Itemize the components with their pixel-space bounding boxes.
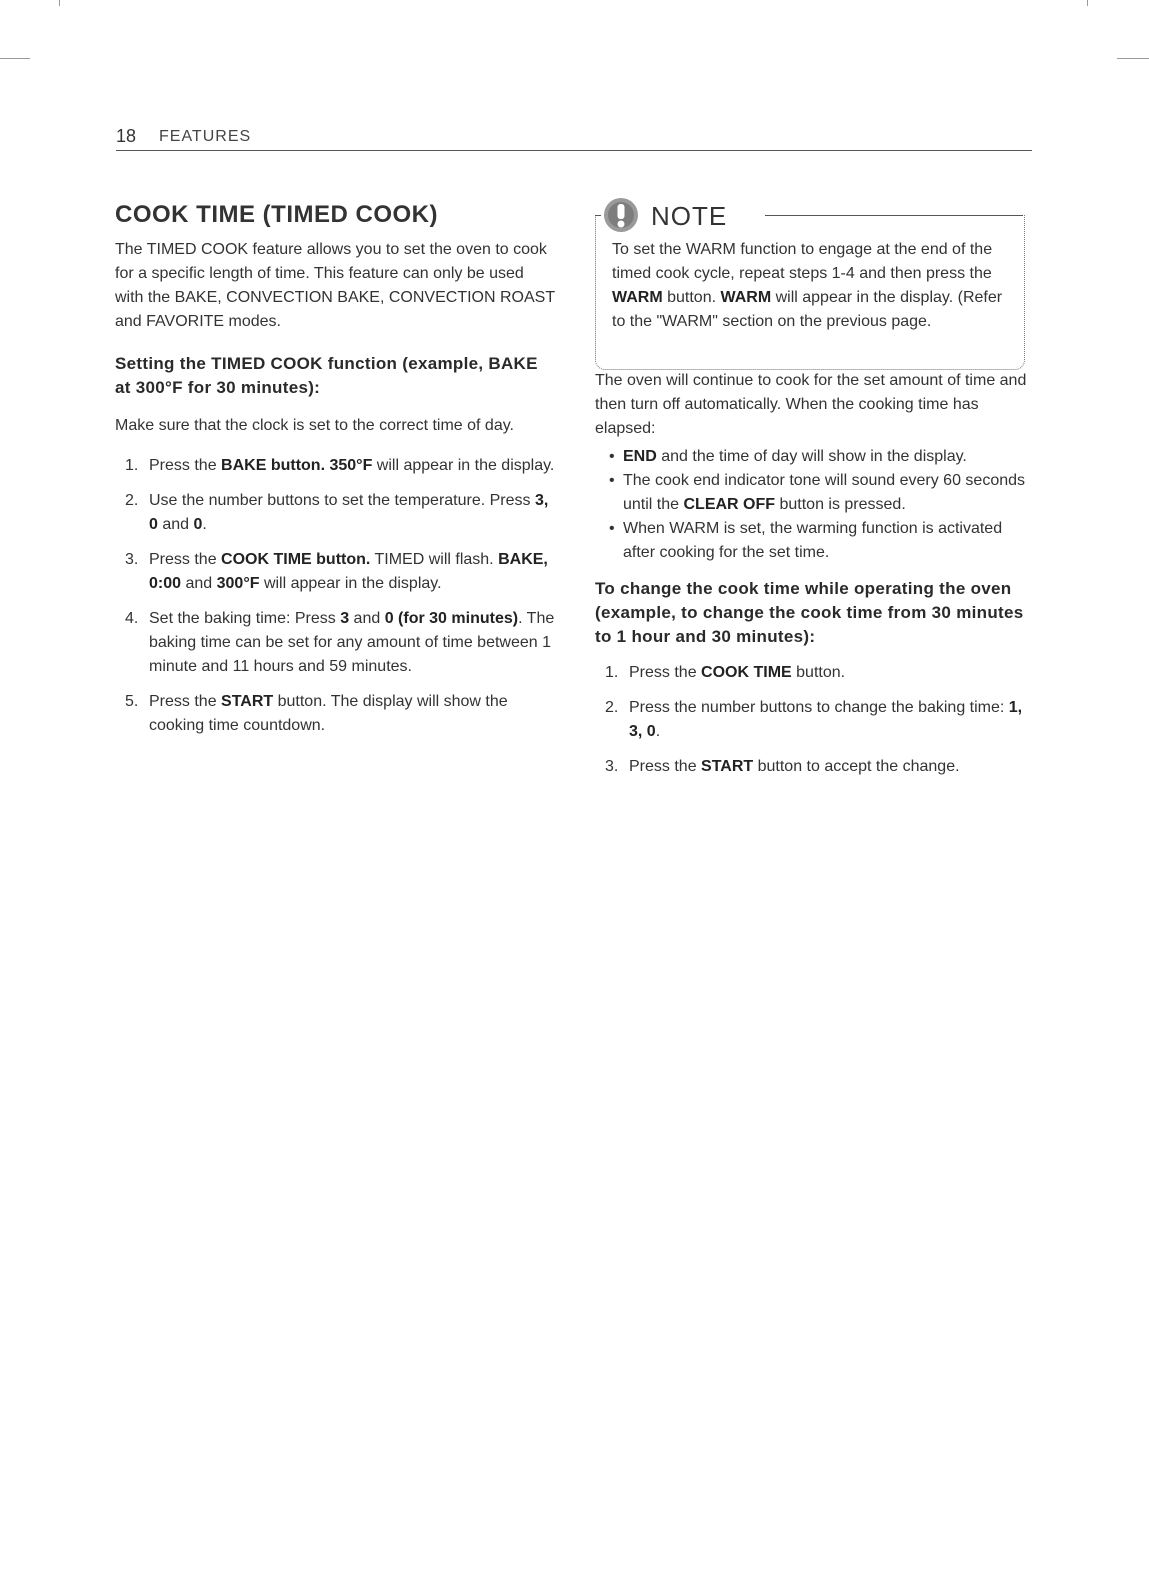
step-text: and	[157, 516, 194, 533]
step-bold: BAKE, 0:00	[149, 551, 548, 592]
bullet-text: When WARM is set, the warming function is activated after cooking for the set time.	[623, 520, 1003, 561]
bullet-item	[595, 517, 1035, 565]
change-steps	[595, 661, 1035, 779]
page-header	[116, 124, 1032, 151]
step-text: Press the number buttons to change the baking time:	[629, 699, 1009, 716]
change-step-1	[595, 661, 1035, 685]
note-text-part: button.	[662, 289, 721, 306]
note-text	[612, 238, 1012, 334]
step-bold: START	[221, 693, 274, 710]
step-text: Set the baking time: Press	[149, 610, 341, 627]
step-number: 2.	[125, 492, 139, 509]
step-text: Press the	[149, 693, 222, 710]
step-number: 4.	[125, 610, 139, 627]
step-bold: 0 (for 30 minutes)	[384, 610, 519, 627]
step-text: and	[181, 575, 217, 592]
step-bold: 3	[340, 610, 350, 627]
setting-subheading: Setting the TIMED COOK function (example, BAKE at 300°F for 30 minutes):	[115, 354, 538, 397]
step-4	[115, 607, 555, 679]
step-2	[115, 489, 555, 537]
step-text: button.	[791, 664, 846, 681]
step-5	[115, 690, 555, 738]
step-number: 1.	[125, 457, 139, 474]
setting-steps	[115, 454, 555, 738]
page-number: 18	[116, 126, 137, 146]
bullet-item	[595, 445, 1035, 469]
clock-note: Make sure that the clock is set to the correct time of day.	[115, 417, 514, 434]
step-number: 2.	[605, 699, 619, 716]
step-text: .	[655, 723, 661, 740]
change-step-3	[595, 755, 1035, 779]
note-top-left-line	[595, 215, 601, 216]
note-bold: WARM	[720, 289, 772, 306]
step-text: will appear in the display.	[372, 457, 555, 474]
step-bold: 350°F	[329, 457, 373, 474]
section-label: FEATURES	[159, 128, 252, 145]
step-text: Press the	[629, 758, 702, 775]
left-column	[115, 200, 555, 749]
step-number: 1.	[605, 664, 619, 681]
crop-mark-left	[0, 58, 30, 59]
step-text: Press the	[629, 664, 702, 681]
step-bold: START	[701, 758, 754, 775]
bullet-dot: •	[609, 448, 615, 465]
step-1	[115, 454, 555, 478]
crop-mark-top-left	[59, 0, 60, 6]
step-number: 3.	[605, 758, 619, 775]
step-bold: 1, 3, 0	[629, 699, 1023, 740]
note-top-line	[765, 215, 1023, 216]
step-text: TIMED will flash.	[370, 551, 499, 568]
continue-paragraph: The oven will continue to cook for the set amount of time and then turn off automatically. When the cooking time has elapsed:	[595, 372, 1027, 437]
bullet-item	[595, 469, 1035, 517]
step-text: . The baking time can be set for any amount of time between 1 minute and 11 hours and 59 minutes.	[149, 610, 555, 675]
step-text: .	[202, 516, 207, 533]
right-column	[595, 193, 1035, 790]
bullet-dot: •	[609, 520, 615, 537]
bullet-bold: END	[623, 448, 657, 465]
change-subheading: To change the cook time while operating the oven (example, to change the cook time from 30 minutes to 1 hour and 30 minutes):	[595, 579, 1024, 646]
step-3	[115, 548, 555, 596]
step-bold: COOK TIME	[701, 664, 792, 681]
elapsed-bullets	[595, 445, 1035, 565]
exclamation-icon	[603, 197, 639, 233]
intro-paragraph: The TIMED COOK feature allows you to set the oven to cook for a specific length of time. This feature can only be used with the BAKE, CONVECTION BAKE, CONVECTION ROAST and FAVORITE modes.	[115, 241, 555, 330]
bullet-text: button is pressed.	[775, 496, 906, 513]
step-number: 3.	[125, 551, 139, 568]
step-bold: BAKE button.	[221, 457, 326, 474]
note-bold: WARM	[612, 289, 663, 306]
crop-mark-right	[1117, 58, 1149, 59]
note-title: NOTE	[651, 201, 728, 231]
step-text: and	[349, 610, 385, 627]
bullet-text: and the time of day will show in the display.	[656, 448, 967, 465]
step-bold: 0	[193, 516, 203, 533]
note-text-part: To set the WARM function to engage at the end of the timed cook cycle, repeat steps 1-4 and then press the	[612, 241, 993, 282]
step-text: Use the number buttons to set the temperature. Press	[149, 492, 535, 509]
step-text: button to accept the change.	[753, 758, 960, 775]
step-bold: 3, 0	[149, 492, 549, 533]
step-bold: 300°F	[216, 575, 260, 592]
step-text: Press the	[149, 457, 222, 474]
crop-mark-top-right	[1087, 0, 1088, 6]
bullet-dot: •	[609, 472, 615, 489]
bullet-text: The cook end indicator tone will sound every 60 seconds until the	[623, 472, 1026, 513]
section-title: COOK TIME (TIMED COOK)	[115, 201, 438, 228]
bullet-bold: CLEAR OFF	[683, 496, 776, 513]
step-text: button. The display will show the cooking time countdown.	[149, 693, 508, 734]
change-step-2	[595, 696, 1035, 744]
note-box	[595, 193, 1023, 369]
step-number: 5.	[125, 693, 139, 710]
note-text-part: will appear in the display. (Refer to the "WARM" section on the previous page.	[612, 289, 1003, 330]
step-bold: COOK TIME button.	[221, 551, 371, 568]
step-text: Press the	[149, 551, 222, 568]
step-text: will appear in the display.	[259, 575, 442, 592]
